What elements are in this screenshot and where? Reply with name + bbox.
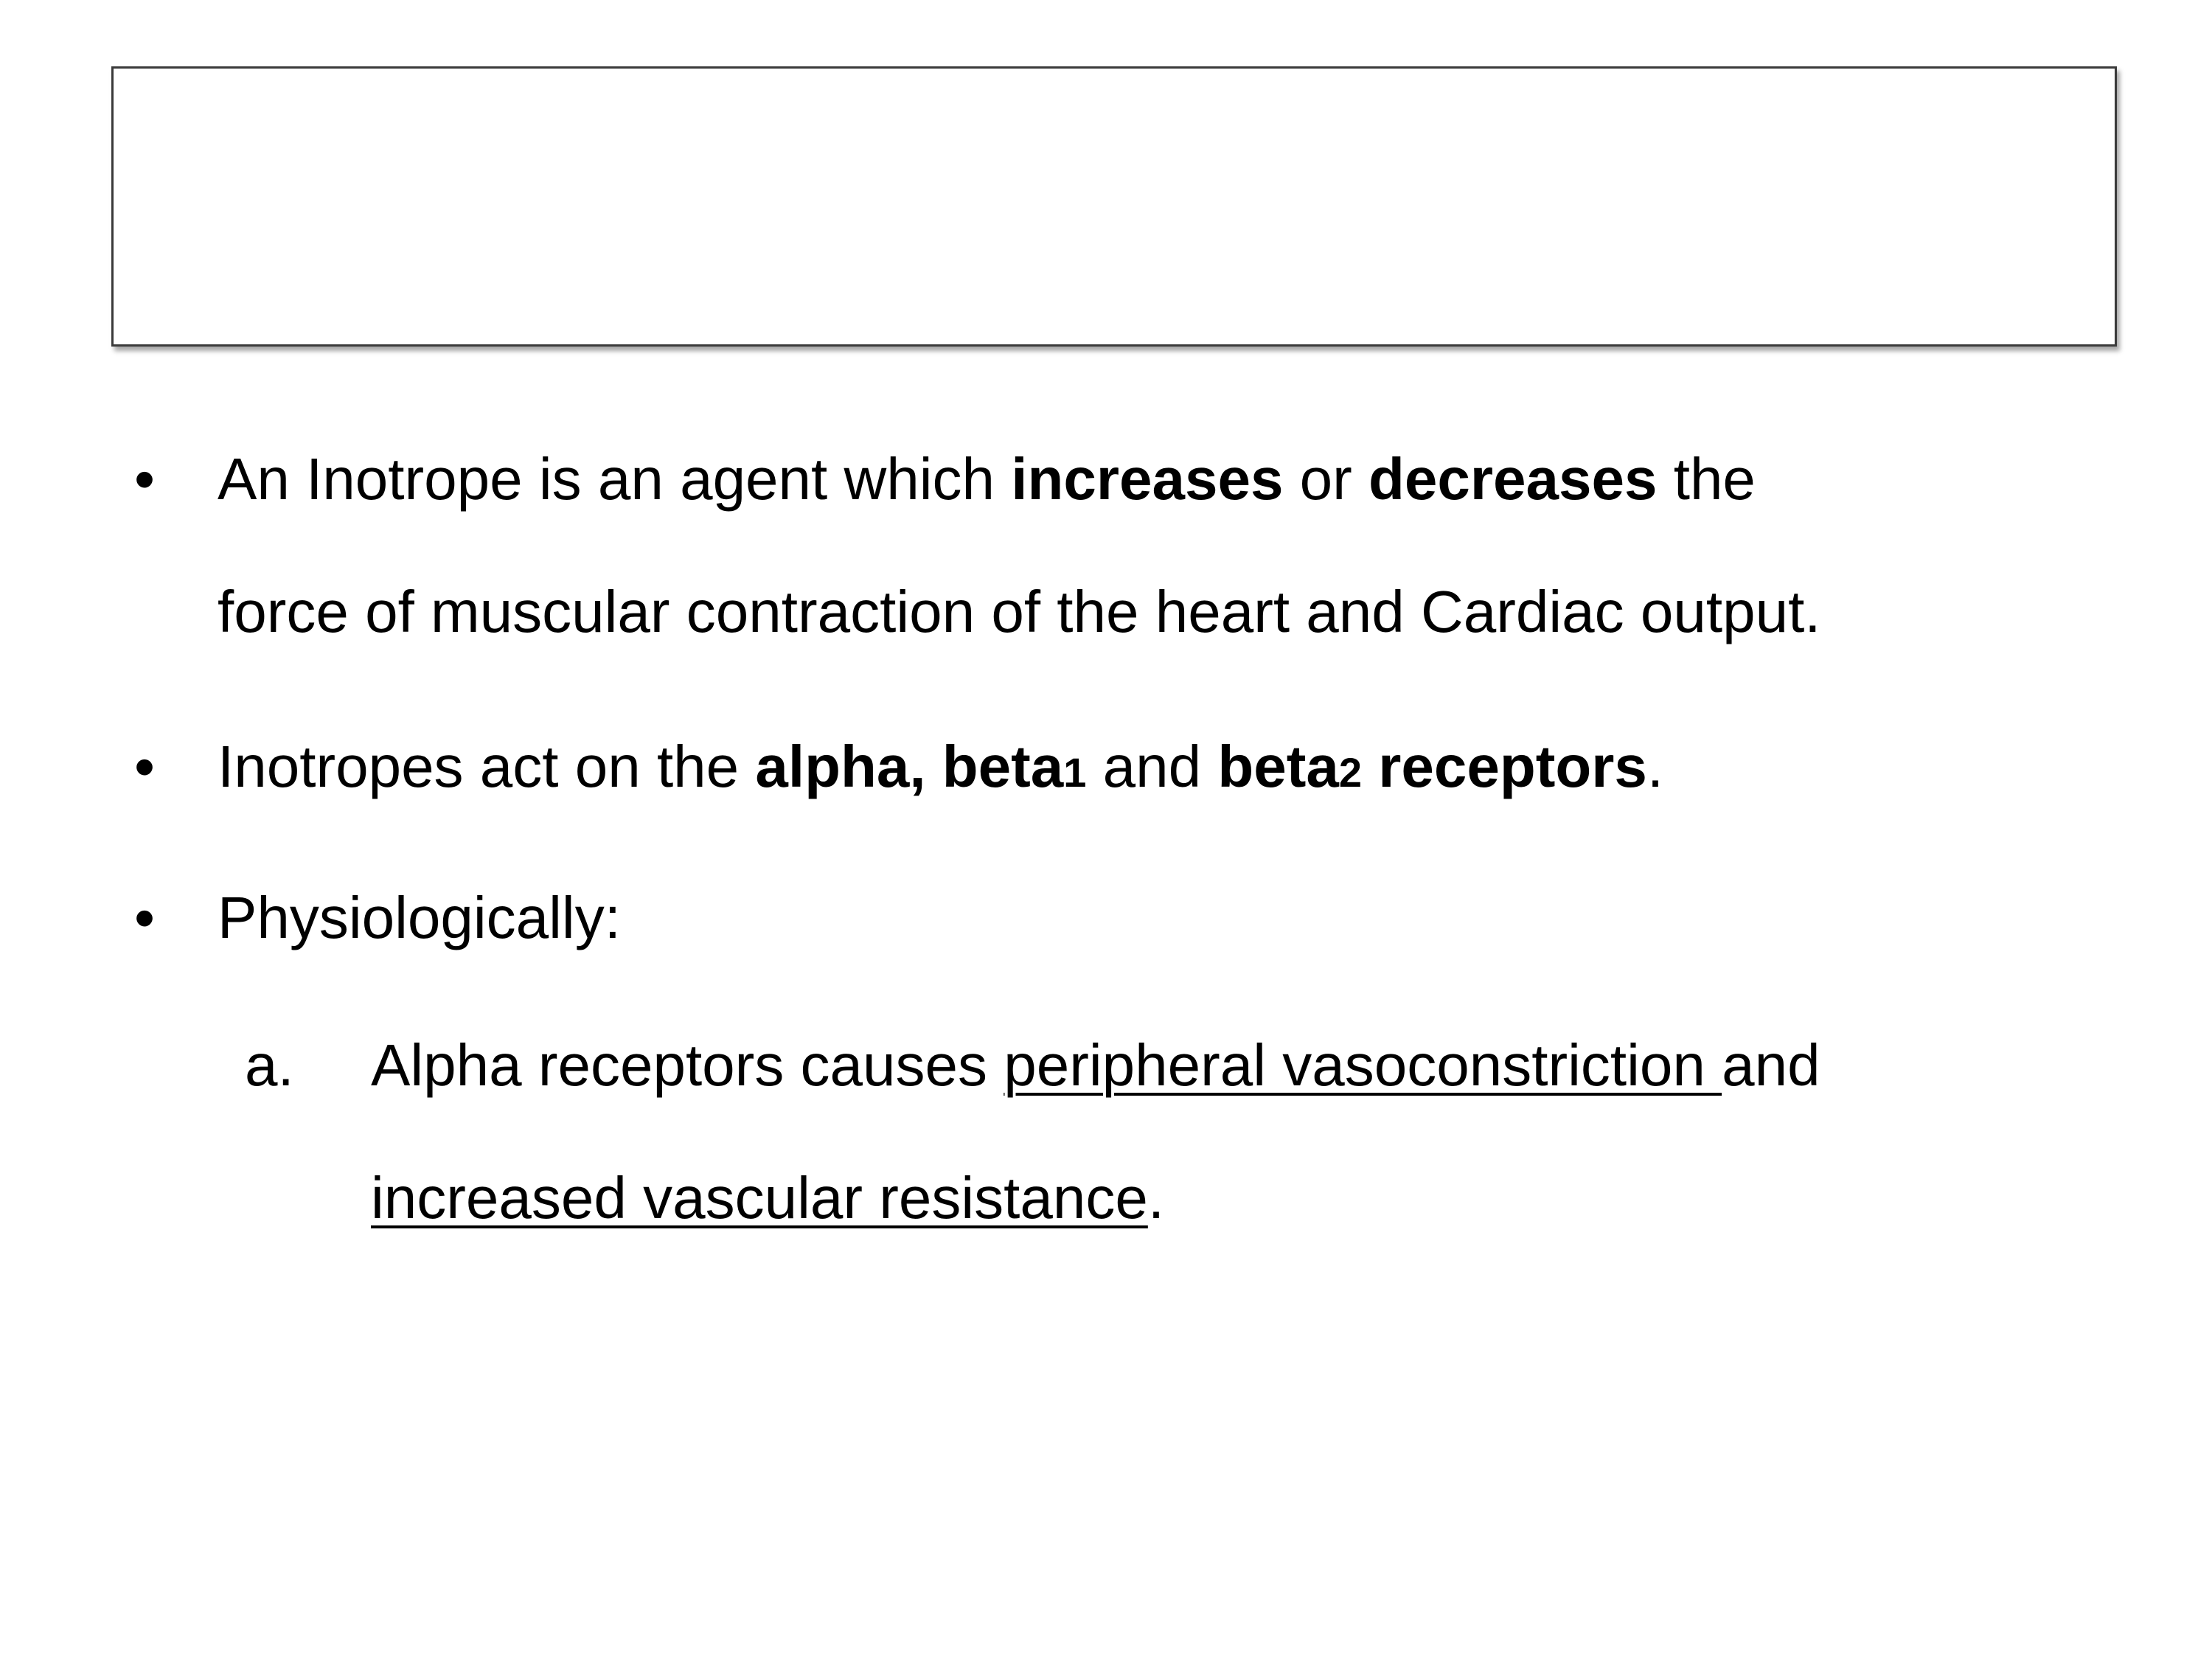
text-run: . bbox=[1147, 1165, 1165, 1231]
bullet-3: Physiologically: bbox=[218, 885, 621, 950]
bold-increases: increases bbox=[1011, 446, 1284, 512]
bullet-1-line-1 bbox=[218, 442, 1756, 516]
bullet-dot: • bbox=[134, 734, 156, 799]
text-run: or bbox=[1283, 446, 1369, 512]
sub-item-a-line-1 bbox=[371, 1029, 1820, 1102]
sub-item-a-line-2 bbox=[371, 1161, 1164, 1235]
text-run: . bbox=[1646, 734, 1664, 799]
bold-receptors: receptors bbox=[1362, 734, 1647, 799]
bullet-dot: • bbox=[134, 885, 156, 950]
text-run: Alpha receptors causes bbox=[371, 1032, 1004, 1098]
text-run: and bbox=[1722, 1032, 1820, 1098]
text-run: the bbox=[1657, 446, 1756, 512]
bullet-1-line-2: force of muscular contraction of the heart and Cardiac output. bbox=[218, 579, 1821, 644]
subscript-2: 2 bbox=[1338, 749, 1363, 796]
bold-alpha-beta: alpha, beta bbox=[755, 734, 1064, 799]
text-run: Inotropes act on the bbox=[218, 734, 756, 799]
underlined-peripheral-vasoconstriction: peripheral vasoconstriction bbox=[1004, 1032, 1722, 1098]
sub-item-marker: a. bbox=[245, 1032, 294, 1098]
bullet-2 bbox=[218, 730, 1663, 810]
text-run: and bbox=[1086, 734, 1218, 799]
text-run: An Inotrope is an agent which bbox=[218, 446, 1012, 512]
subscript-1: 1 bbox=[1063, 749, 1087, 796]
underlined-increased-vascular-resistance: increased vascular resistance bbox=[371, 1165, 1148, 1231]
bold-beta: beta bbox=[1217, 734, 1339, 799]
bold-decreases: decreases bbox=[1368, 446, 1658, 512]
bullet-dot: • bbox=[134, 446, 156, 512]
